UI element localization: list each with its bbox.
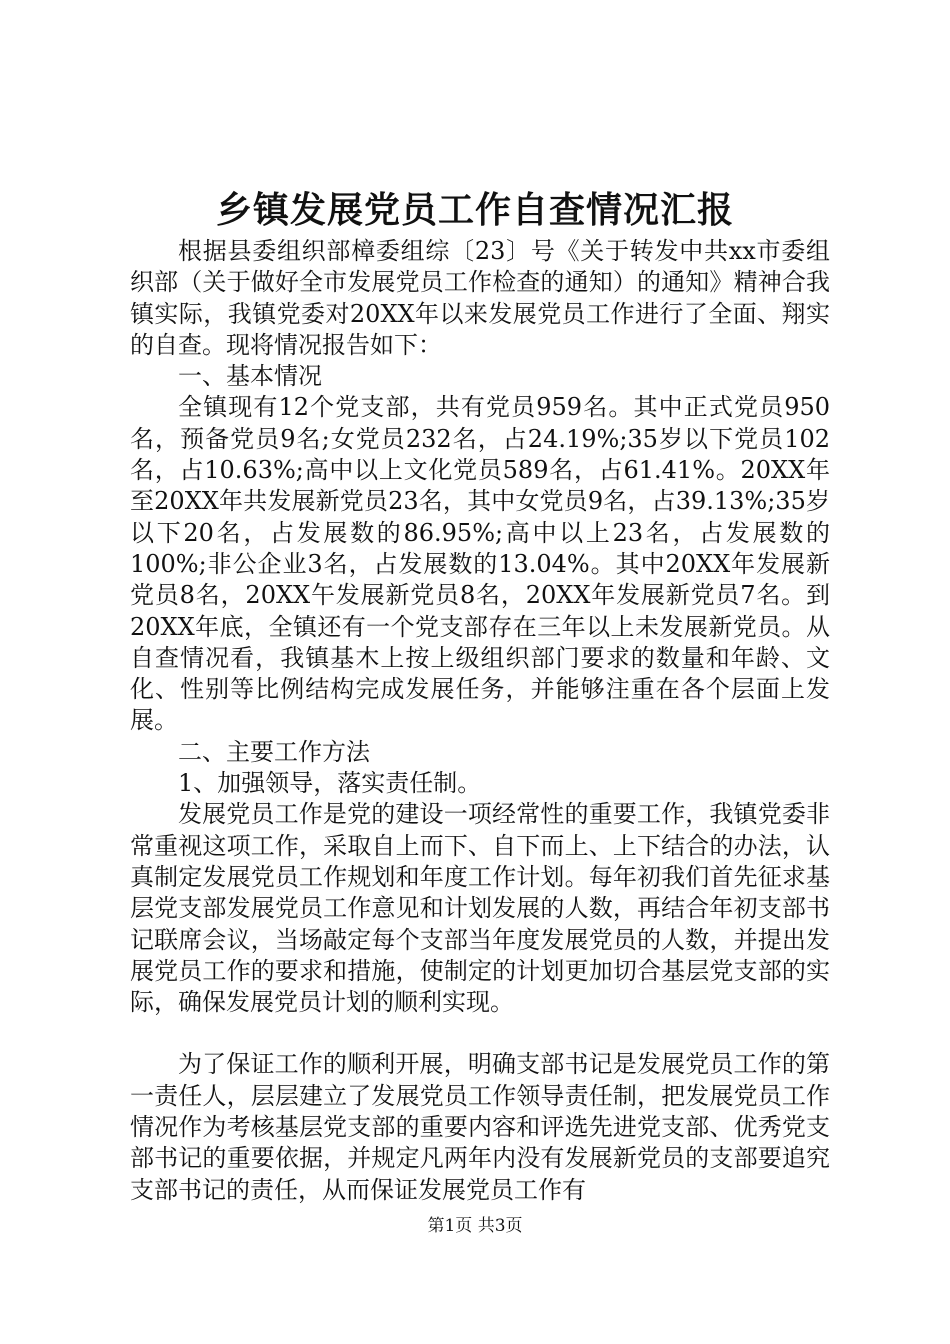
subsection-heading-leadership: 1、加强领导，落实责任制。 — [178, 769, 482, 798]
basic-situation-paragraph: 全镇现有12个党支部，共有党员959名。其中正式党员950名，预备党员9名;女党员232名，占24.19%;35岁以下党员102名，占10.63%;高中以上文化党员589名，占61.41%。20XX年至20XX年共发展新党员23名，其中女党员9名，占39.13%;35岁以下20名，占发展数的86.95%;高中以上23名，占发展数的100%;非公企业3名，占发展数的13.04%。其中20XX年发展新党员8名，20XX午发展新党员8名，20XX年发展新党员7名。到20XX年底，全镇还有一个党支部存在三年以上未发展新党员。从自查情况看，我镇基木上按上级组织部门要求的数量和年龄、文化、性别等比例结构完成发展任务，并能够注重在各个层面上发展。 — [130, 393, 830, 735]
document-title: 乡镇发展党员工作自查情况汇报 — [215, 189, 734, 231]
document-body — [130, 236, 830, 1206]
responsibility-paragraph: 为了保证工作的顺利开展，明确支部书记是发展党员工作的第一责任人，层层建立了发展党员工作领导责任制，把发展党员工作情况作为考核基层党支部的重要内容和评选先进党支部、优秀党支部书记的重要依据，并规定凡两年内没有发展新党员的支部要追究支部书记的责任，从而保证发展党员工作有 — [130, 1050, 830, 1204]
intro-paragraph: 根据县委组织部樟委组综〔23〕号《关于转发中共xx市委组织部（关于做好全市发展党员工作检查的通知）的通知》精神合我镇实际，我镇党委对20XX年以来发展党员工作进行了全面、翔实的自查。现将情况报告如下： — [130, 237, 830, 359]
leadership-paragraph: 发展党员工作是党的建设一项经常性的重要工作，我镇党委非常重视这项工作，采取自上而下、自下而上、上下结合的办法，认真制定发展党员工作规划和年度工作计划。每年初我们首先征求基层党支部发展党员工作意见和计划发展的人数，再结合年初支部书记联席会议，当场敲定每个支部当年度发展党员的人数，并提出发展党员工作的要求和措施，使制定的计划更加切合基层党支部的实际，确保发展党员计划的顺利实现。 — [130, 800, 830, 1017]
section-heading-basic: 一、基本情况 — [178, 362, 322, 391]
section-heading-methods: 二、主要工作方法 — [178, 737, 370, 766]
page-footer: 第1页 共3页 — [427, 1216, 523, 1236]
